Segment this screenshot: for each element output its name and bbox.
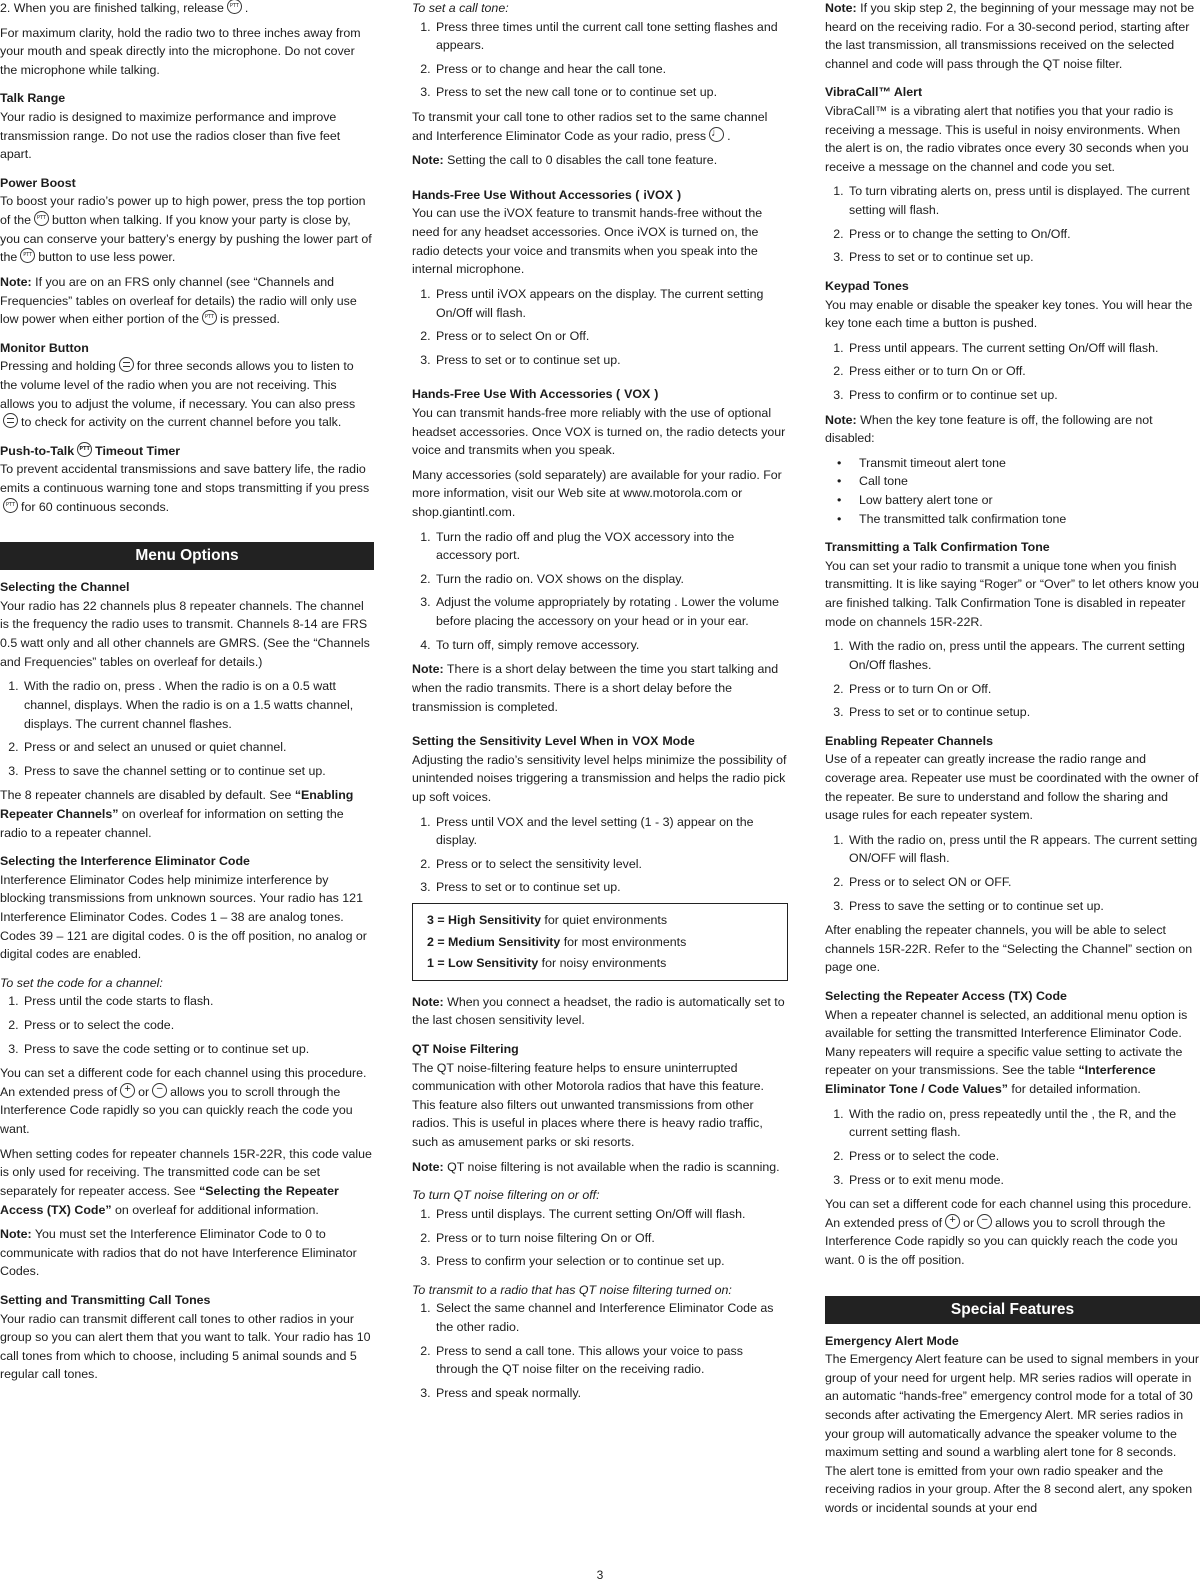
talk-confirmation-steps xyxy=(825,637,1200,721)
qt-steps xyxy=(412,1205,788,1271)
list-item: 3. Press to set or to continue setup. xyxy=(847,703,1200,722)
diff-code-a: You can set a different code for each channel using this procedure. An extended press of xyxy=(0,1066,367,1099)
tx-steps xyxy=(825,1105,1200,1189)
list-item: 2. Press or and select an unused or quiet channel. xyxy=(22,738,374,757)
sensitivity-heading-a: Setting the Sensitivity Level When in xyxy=(412,734,629,749)
list-item: 1. To turn vibrating alerts on, press until is displayed. The current setting will flash. xyxy=(847,182,1200,219)
ptt-button-icon xyxy=(227,0,242,14)
tx-ext-b: or xyxy=(963,1215,975,1230)
list-item: 3. Press to set or to continue set up. xyxy=(847,248,1200,267)
accessories-paragraph: Many accessories (sold separately) are available for your radio. For more information, visit our Web site at www.motorola.com or shop.giantintl.com. xyxy=(412,467,782,520)
selecting-channel-steps xyxy=(0,677,374,780)
list-item: 1. Press three times until the current call tone setting flashes and appears. xyxy=(434,18,788,55)
power-boost-heading: Power Boost xyxy=(0,175,76,190)
list-item: 2. Turn the radio on. VOX shows on the display. xyxy=(434,570,788,589)
list-item: 2. Press or to select the sensitivity level. xyxy=(434,855,788,874)
list-item: 3. Adjust the volume appropriately by rotating . Lower the volume before placing the accessory on your head or in your ear. xyxy=(434,593,788,630)
after-repeater-paragraph: After enabling the repeater channels, you will be able to select channels 15R-22R. Refer to the “Selecting the Channel” section on page one. xyxy=(825,923,1193,975)
monitor-button-icon xyxy=(119,357,134,372)
list-item: 4. To turn off, simply remove accessory. xyxy=(434,636,788,655)
list-item: 3. Press to confirm or to continue set up. xyxy=(847,386,1200,405)
sensitivity-level: 1 = Low Sensitivity xyxy=(427,956,539,971)
ptt-heading-b: Timeout Timer xyxy=(95,443,181,458)
vibracall-heading: VibraCall™ Alert xyxy=(825,85,923,100)
power-boost-text-b: button when talking. If you know your party is close by, you can conserve your battery’s energy by pushing the lower part of the xyxy=(0,213,372,265)
selecting-channel-paragraph: Your radio has 22 channels plus 8 repeater channels. The channel is the frequency the radio uses to transmit. Channels 8-14 are FRS 0.5 watt only and all other channels are GMRS. (See the “Channels and Frequencies” tables on overleaf for details.) xyxy=(0,598,370,669)
list-item: 1. Press until appears. The current setting On/Off will flash. xyxy=(847,339,1200,358)
list-item: • Call tone xyxy=(847,472,1200,491)
rep-codes-a: When setting codes for repeater channels 15R-22R, this code value is only used for receiving. The transmitted code can be set separately for repeater access. See xyxy=(0,1146,372,1198)
rep-codes-b: “Selecting the Repeater Access (TX) Code” xyxy=(0,1183,339,1217)
keypad-tones-paragraph: You may enable or disable the speaker key tones. You will hear the key tone each time a button is pushed. xyxy=(825,297,1193,331)
delay-note-text: There is a short delay between the time you start talking and when the radio transmits. There is a short delay before the transmission is completed. xyxy=(412,662,779,714)
ptt-button-icon xyxy=(3,498,18,513)
call-tones-paragraph: Your radio can transmit different call tones to other radios in your group so you can alert them that you want to talk. Your radio has 10 call tones from which to choose, including 5 animal sounds and 5 regular call tones. xyxy=(0,1311,371,1382)
code-steps xyxy=(0,992,374,1058)
call-note-text: Setting the call to 0 disables the call tone feature. xyxy=(447,153,718,168)
ptt-button-icon xyxy=(34,211,49,226)
list-item: 1. With the radio on, press . When the radio is on a 0.5 watt channel, displays. When the radio is on a 1.5 watts channel, displays. The current channel flashes. xyxy=(22,677,374,733)
keypad-tones-heading: Keypad Tones xyxy=(825,278,909,293)
repeater-note-b: “Enabling Repeater Channels” xyxy=(0,788,354,821)
repeater-note-a: The 8 repeater channels are disabled by default. See xyxy=(0,788,292,803)
monitor-text-b: for three seconds allows you to listen to the volume level of the radio when you are not receiving. This allows you to adjust the volume, if necessary. You can also press xyxy=(0,359,356,411)
qt-paragraph: The QT noise-filtering feature helps to ensure uninterrupted communication with other Motorola radios that have this feature. This feature also filters out unwanted transmissions from other radios. This is useful in places where there is heavy radio traffic, such as amusement parks or ski resorts. xyxy=(412,1060,764,1150)
list-item: 1. With the radio on, press until the appears. The current setting On/Off flashes. xyxy=(847,637,1200,674)
list-item: 2. Press or to select ON or OFF. xyxy=(847,873,1200,892)
diff-code-c: allows you to scroll through the Interference Code rapidly so you can quickly reach the code you want. xyxy=(0,1084,353,1137)
hf-with-heading: Hands-Free Use With Accessories ( xyxy=(412,387,621,402)
qt-transmit-subheading: To transmit to a radio that has QT noise filtering turned on: xyxy=(412,1282,732,1297)
sensitivity-steps xyxy=(412,813,788,897)
list-item: 3. Press to set or to continue set up. xyxy=(434,351,788,370)
list-item: 3. Press to save the setting or to continue set up. xyxy=(847,897,1200,916)
list-item: 2. Press or to select On or Off. xyxy=(434,327,788,346)
qt-transmit-steps xyxy=(412,1299,788,1402)
note-label: Note: xyxy=(825,412,857,427)
rep-codes-c: on overleaf for additional information. xyxy=(115,1202,319,1217)
note-label: Note: xyxy=(825,1,857,15)
clarity-paragraph: For maximum clarity, hold the radio two to three inches away from your mouth and speak directly into the microphone. Do not cover the microphone while talking. xyxy=(0,25,361,77)
vox-glyph: VOX xyxy=(624,387,651,402)
call-tones-heading: Setting and Transmitting Call Tones xyxy=(0,1292,211,1307)
repeater-note-c: on overleaf for information on setting the radio to a repeater channel. xyxy=(0,806,344,840)
hf-with-paragraph: You can transmit hands-free more reliably with the use of optional headset accessories. Once VOX is turned on, the radio detects your voice and transmits when you speak. xyxy=(412,405,786,458)
sensitivity-row xyxy=(427,954,773,973)
list-item: 3. Press and speak normally. xyxy=(434,1384,788,1403)
special-features-banner: Special Features xyxy=(825,1296,1200,1324)
sensitivity-desc: for quiet environments xyxy=(544,912,668,927)
qt-toggle-subheading: To turn QT noise filtering on or off: xyxy=(412,1188,600,1203)
emergency-heading: Emergency Alert Mode xyxy=(825,1333,959,1348)
list-item: 3. Press to save the channel setting or to continue set up. xyxy=(22,762,374,781)
release-text: 2. When you are finished talking, release xyxy=(0,1,224,15)
keypad-steps xyxy=(825,339,1200,405)
qt-heading: QT Noise Filtering xyxy=(412,1042,519,1057)
enabling-repeater-paragraph: Use of a repeater can greatly increase the radio range and coverage area. Repeater use must be coordinated with the owner of the repeater. Be sure to understand and follow the sharing and usage rules for each repeater system. xyxy=(825,752,1199,823)
vibracall-steps xyxy=(825,182,1200,266)
list-item: 1. With the radio on, press until the R appears. The current setting ON/OFF will flash. xyxy=(847,831,1200,868)
page-number: 3 xyxy=(596,1568,604,1582)
set-call-tone-subheading: To set a call tone: xyxy=(412,1,509,15)
iec-note-text: You must set the Interference Eliminator Code to 0 to communicate with radios that do not have Interference Eliminator Codes. xyxy=(0,1227,357,1279)
sensitivity-level: 2 = Medium Sensitivity xyxy=(427,934,561,949)
list-item: 2. Press or to turn On or Off. xyxy=(847,680,1200,699)
column-right xyxy=(825,0,1200,1524)
selecting-channel-heading: Selecting the Channel xyxy=(0,580,130,595)
monitor-button-icon xyxy=(3,413,18,428)
transmit-call-text: To transmit your call tone to other radios set to the same channel and Interference Eliminator Code as your radio, press xyxy=(412,110,768,143)
monitor-text-a: Pressing and holding xyxy=(0,359,116,374)
note-label: Note: xyxy=(412,153,444,168)
plus-button-icon xyxy=(945,1214,960,1229)
tx-ext-a: An extended press of xyxy=(825,1215,943,1230)
sensitivity-levels-box xyxy=(412,903,788,981)
tx-code-heading: Selecting the Repeater Access (TX) Code xyxy=(825,989,1067,1004)
list-item: 1. Press until displays. The current setting On/Off will flash. xyxy=(434,1205,788,1224)
minus-button-icon xyxy=(152,1083,167,1098)
ptt-heading-a: Push-to-Talk xyxy=(0,443,75,458)
note-label: Note: xyxy=(412,1159,444,1174)
note-label: Note: xyxy=(412,994,444,1009)
sensitivity-desc: for most environments xyxy=(563,934,687,949)
list-item: 2. Press or to change the setting to On/Off. xyxy=(847,225,1200,244)
list-item: 1. Press until the code starts to flash. xyxy=(22,992,374,1011)
list-item: • Low battery alert tone or xyxy=(847,491,1200,510)
note-label: Note: xyxy=(0,1227,32,1242)
talk-confirmation-heading: Transmitting a Talk Confirmation Tone xyxy=(825,540,1050,555)
sensitivity-row xyxy=(427,933,773,952)
power-note-text: If you are on an FRS only channel (see “Channels and Frequencies” tables on overleaf for details) the radio will only use low power when either portion of the xyxy=(0,274,357,327)
note-label: Note: xyxy=(0,274,32,289)
list-item: 1. Turn the radio off and plug the VOX accessory into the accessory port. xyxy=(434,528,788,565)
keypad-note-text: When the key tone feature is off, the following are not disabled: xyxy=(825,412,1153,446)
monitor-text-c: to check for activity on the current channel before you talk. xyxy=(21,415,342,430)
sensitivity-heading-b: Mode xyxy=(662,734,695,749)
sensitivity-row xyxy=(427,911,773,930)
list-item: 3. Press to set or to continue set up. xyxy=(434,878,788,897)
list-item: 3. Press or to exit menu mode. xyxy=(847,1171,1200,1190)
diff-code-b: or xyxy=(138,1084,150,1099)
minus-button-icon xyxy=(977,1214,992,1229)
column-middle: To set a call tone: 1. Press three times until the current call tone setting flashes and appears. 2. Press or to change and hear the call tone. 3. Press to set the new call tone or to continue set up. To transmit your call tone to other radios set to the same channel and Interference Eliminator Code as your radio, press♩ . Note: Setting the call to 0 disables the call tone feature. Hands-Free Use Without Accessories ( iVOX ) You can use the iVOX feature to transmit hands-free without the need for any headset accessories. Once iVOX is turned on, the radio detects your voice and transmits when you speak into the internal microphone. 1. Press until iVOX appears on the display. The current setting On/Off will flash. 2. Press or to select On or Off. 3. Press to set or to continue set up. Hands-Free Use With Accessories ( VOX ) You can transmit hands-free more reliably with the use of optional headset accessories. Once VOX is turned on, the radio detects your voice and transmits when you speak. Many accessories (sold separately) are available for your radio. For more information, visit our Web site at www.motorola.com or shop.giantintl.com. 1. Turn the radio off and plug the VOX accessory into the accessory port. 2. Turn the radio on. VOX shows on the display. 3. Adjust the volume appropriately by rotating . Lower the volume before placing the accessory on your head or in your ear. 4. To turn off, simply remove accessory. Note: There is a short delay between the time you start talking and when the radio transmits. There is a short delay before the transmission is completed. Setting the Sensitivity Level When in VOX Mode Adjusting the radio’s sensitivity level helps minimize the possibility of unintended noises triggering a transmission and helps the radio pick up soft voices. 1. Press until VOX and the level setting (1 - 3) appear on the display. 2. Press or to select the sensitivity level. 3. Press to set or to continue set up. 3 = High Sensitivity for quiet environments 2 = Medium Sensitivity for most environments 1 = Low Sensitivity for noisy environments Note: When you connect a headset, the radio is automatically set to the last chosen sensitivity level. QT Noise Filtering The QT noise-filtering feature helps to ensure uninterrupted communication with other Motorola radios that have this feature. This feature also filters out unwanted transmissions from other radios. This is useful in places where there is heavy radio traffic, such as amusement parks or ski resorts. Note: QT noise filtering is not available when the radio is scanning. To turn QT noise filtering on or off: 1. Press until displays. The current setting On/Off will flash. 2. Press or to turn noise filtering On or Off. 3. Press to confirm your selection or to continue set up. To transmit to a radio that has QT noise filtering turned on: 1. Select the same channel and Interference Eliminator Code as the other radio. 2. Press to send a call tone. This allows your voice to pass through the QT noise filter on the receiving radio. 3. Press and speak normally. xyxy=(412,0,788,1408)
sensitivity-level: 3 = High Sensitivity xyxy=(427,912,541,927)
repeater-steps xyxy=(825,831,1200,915)
list-item: 2. Press either or to turn On or Off. xyxy=(847,362,1200,381)
call-button-icon xyxy=(709,127,724,142)
set-code-subheading: To set the code for a channel: xyxy=(0,975,163,990)
list-item: 1. Press until iVOX appears on the display. The current setting On/Off will flash. xyxy=(434,285,788,322)
list-item: 1. Select the same channel and Interference Eliminator Code as the other radio. xyxy=(434,1299,788,1336)
list-item: 2. Press or to turn noise filtering On or Off. xyxy=(434,1229,788,1248)
list-item: 1. With the radio on, press repeatedly until the , the R, and the current setting flash. xyxy=(847,1105,1200,1142)
tx-text-a: When a repeater channel is selected, an additional menu option is available for setting the transmitted Interference Eliminator Code. Many repeaters will require a specific value setting to activate the repeater on your transmissions. See the table xyxy=(825,1007,1188,1078)
talk-confirmation-paragraph: You can set your radio to transmit a unique tone when you finish transmitting. It is like saying “Roger” or “Over” to let others know you are finished talking. Talk Confirmation Tone is disabled in repeater mode on channels 15R-22R. xyxy=(825,558,1199,629)
power-note-end: is pressed. xyxy=(220,312,280,327)
hf-without-paragraph: You can use the iVOX feature to transmit hands-free without the need for any headset accessories. Once iVOX is turned on, the radio detects your voice and transmits when you speak into the internal microphone. xyxy=(412,206,763,277)
power-boost-text-c: button to use less power. xyxy=(38,250,176,265)
hf-without-heading: Hands-Free Use Without Accessories ( xyxy=(412,187,640,202)
skip-note-text: If you skip step 2, the beginning of your message may not be heard on the receiving radio. For a 30-second period, starting after the last transmission, all transmissions received on the selected channel and code will pass through the QT noise filter. xyxy=(825,1,1195,71)
sensitivity-paragraph: Adjusting the radio’s sensitivity level helps minimize the possibility of unintended noises triggering a transmission and helps the radio pick up soft voices. xyxy=(412,752,787,804)
ivox-steps xyxy=(412,285,788,369)
vibracall-paragraph: VibraCall™ is a vibrating alert that notifies you that your radio is receiving a message. This is useful in noisy environments. When the alert is on, the radio vibrates once every 30 seconds when you receive a message on the channel and code you set. xyxy=(825,104,1189,174)
column-left: 2. When you are finished talking, releasePTT . For maximum clarity, hold the radio two to three inches away from your mouth and speak directly into the microphone. Do not cover the microphone while talking. Talk Range Your radio is designed to maximize performance and improve transmission range. Do not use the radios closer than five feet apart. Power Boost To boost your radio’s power up to high power, press the top portion of thePTT button when talking. If you know your party is close by, you can conserve your battery’s energy by pushing the lower part of thePTT button to use less power. Note: If you are on an FRS only channel (see “Channels and Frequencies” tables on overleaf for details) the radio will only use low power when either portion of thePTT is pressed. Monitor Button Pressing and holding for three seconds allows you to listen to the volume level of the radio when you are not receiving. This allows you to adjust the volume, if necessary. You can also pressto check for activity on the current channel before you talk. Push-to-TalkPTT Timeout Timer To prevent accidental transmissions and save battery life, the radio emits a continuous warning tone and stops transmitting if you pressPTTfor 60 continuous seconds. Menu Options Selecting the Channel Your radio has 22 channels plus 8 repeater channels. The channel is the frequency the radio uses to transmit. Channels 8-14 are FRS 0.5 watt only and all other channels are GMRS. (See the “Channels and Frequencies” tables on overleaf for details.) 1. With the radio on, press . When the radio is on a 0.5 watt channel, displays. When the radio is on a 1.5 watts channel, displays. The current channel flashes. 2. Press or and select an unused or quiet channel. 3. Press to save the channel setting or to continue set up. The 8 repeater channels are disabled by default. See “Enabling Repeater Channels” on overleaf for information on setting the radio to a repeater channel. Selecting the Interference Eliminator Code Interference Eliminator Codes help minimize interference by blocking transmissions from unknown sources. Your radio has 121 Interference Eliminator Codes. Codes 1 – 38 are analog tones. Codes 39 – 121 are digital codes. 0 is the off position, no analog or digital codes are enabled. To set the code for a channel: 1. Press until the code starts to flash. 2. Press or to select the code. 3. Press to save the code setting or to continue set up. You can set a different code for each channel using this procedure. An extended press of+ or– allows you to scroll through the Interference Code rapidly so you can quickly reach the code you want. When setting codes for repeater channels 15R-22R, this code value is only used for receiving. The transmitted code can be set separately for repeater access. See “Selecting the Repeater Access (TX) Code” on overleaf for additional information. Note: You must set the Interference Eliminator Code to 0 to communicate with radios that do not have Interference Eliminator Codes. Setting and Transmitting Call Tones Your radio can transmit different call tones to other radios in your group so you can alert them that you want to talk. Your radio has 10 call tones from which to choose, including 5 animal sounds and 5 regular call tones. xyxy=(0,0,374,1390)
power-boost-text-a: To boost your radio’s power up to high power, press the top portion of the xyxy=(0,194,366,228)
ivox-glyph: iVOX xyxy=(643,187,673,202)
enabling-repeater-heading: Enabling Repeater Channels xyxy=(825,733,993,748)
vox-steps xyxy=(412,528,788,655)
list-item: 3. Press to set the new call tone or to continue set up. xyxy=(434,83,788,102)
iec-paragraph: Interference Eliminator Codes help minimize interference by blocking transmissions from unknown sources. Your radio has 121 Interference Eliminator Codes. Codes 1 – 38 are analog tones. Codes 39 – 121 are digital codes. 0 is the off position, no analog or digital codes are enabled. xyxy=(0,872,367,962)
sensitivity-desc: for noisy environments xyxy=(541,956,667,971)
talk-range-heading: Talk Range xyxy=(0,91,66,106)
list-item: 2. Press or to select the code. xyxy=(847,1147,1200,1166)
headset-note-text: When you connect a headset, the radio is automatically set to the last chosen sensitivity level. xyxy=(412,994,785,1028)
emergency-paragraph: The Emergency Alert feature can be used to signal members in your group of your need for urgent help. MR series radios will operate in an automatic “hands-free” emergency control mode for a total of 30 seconds after activating the Emergency Alert. MR series radios in your group will automatically advance the speaker volume to the maximum setting and sound a warbling alert tone for 8 seconds. The alert tone is emitted from your own radio speaker and the receiving radios in your group. After the 8 second alert, any spoken words or incidental sounds at your end xyxy=(825,1352,1199,1516)
keypad-bullets xyxy=(825,454,1200,528)
ptt-text-b: for 60 continuous seconds. xyxy=(21,499,170,514)
ptt-button-icon xyxy=(77,442,92,457)
list-item: 3. Press to save the code setting or to continue set up. xyxy=(22,1040,374,1059)
ptt-button-icon xyxy=(202,310,217,325)
iec-heading: Selecting the Interference Eliminator Code xyxy=(0,854,250,869)
qt-note-text: QT noise filtering is not available when the radio is scanning. xyxy=(447,1159,780,1174)
list-item: • The transmitted talk confirmation tone xyxy=(847,510,1200,529)
vox-glyph: VOX xyxy=(632,734,659,749)
tx-text-c: for detailed information. xyxy=(1011,1082,1141,1097)
menu-options-banner: Menu Options xyxy=(0,542,374,570)
monitor-heading: Monitor Button xyxy=(0,340,89,355)
note-label: Note: xyxy=(412,662,444,677)
plus-button-icon xyxy=(120,1083,135,1098)
ptt-text-a: To prevent accidental transmissions and save battery life, the radio emits a continuous warning tone and stops transmitting if you press xyxy=(0,462,370,496)
list-item: 2. Press to send a call tone. This allows your voice to pass through the QT noise filter on the receiving radio. xyxy=(434,1342,788,1379)
list-item: 2. Press or to change and hear the call tone. xyxy=(434,60,788,79)
list-item: 3. Press to confirm your selection or to continue set up. xyxy=(434,1252,788,1271)
ptt-button-icon xyxy=(20,248,35,263)
tx-text-b: “Interference Eliminator Tone / Code Values” xyxy=(825,1063,1156,1097)
talk-range-paragraph: Your radio is designed to maximize performance and improve transmission range. Do not use the radios closer than five feet apart. xyxy=(0,110,341,162)
list-item: 1. Press until VOX and the level setting (1 - 3) appear on the display. xyxy=(434,813,788,850)
tx-ext-c: allows you to scroll through the Interference Code rapidly so you can quickly reach the code you want. 0 is the off position. xyxy=(825,1215,1178,1267)
list-item: • Transmit timeout alert tone xyxy=(847,454,1200,473)
tx-diff-paragraph: You can set a different code for each channel using this procedure. xyxy=(825,1197,1192,1212)
call-tone-steps xyxy=(412,18,788,102)
list-item: 2. Press or to select the code. xyxy=(22,1016,374,1035)
